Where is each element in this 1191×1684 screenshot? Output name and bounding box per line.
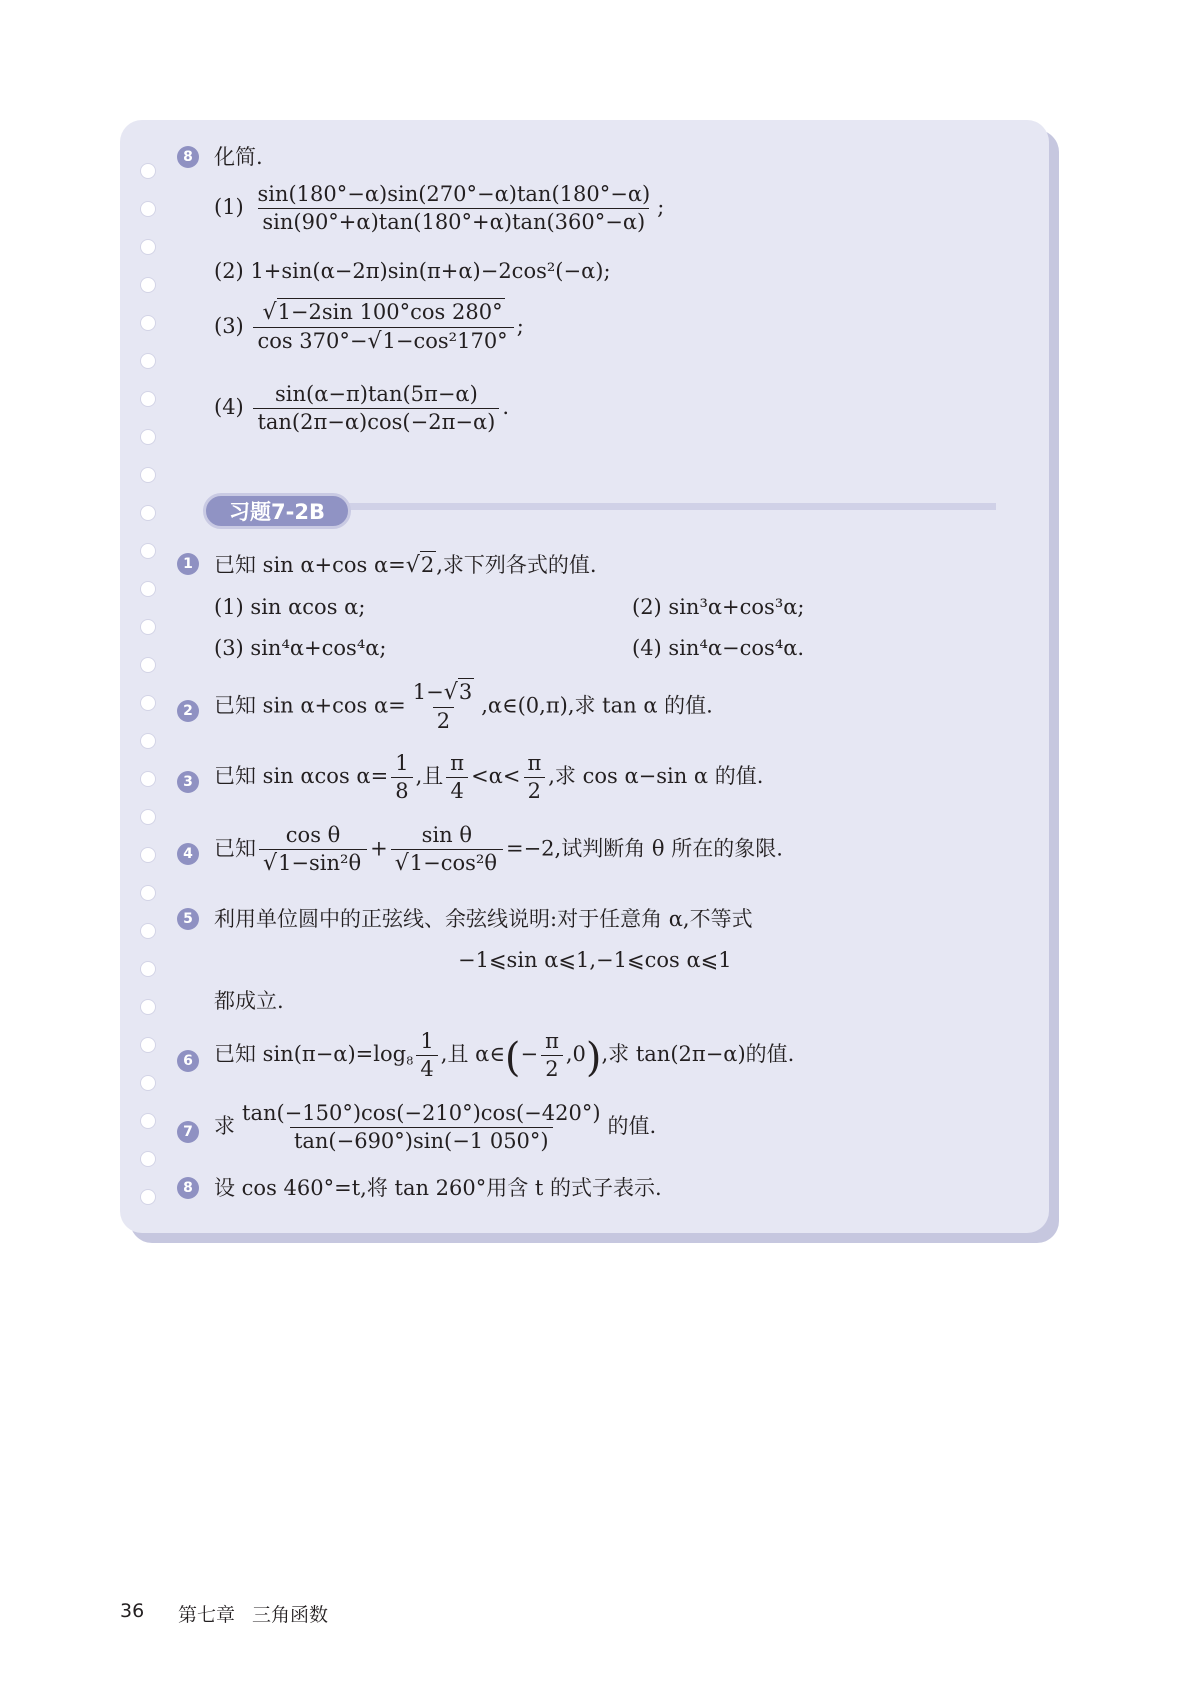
binder-hole (140, 657, 156, 673)
prompt-text: 已知 sin α+cos α= (214, 553, 406, 577)
left-paren: ( (504, 1034, 521, 1081)
end-punct: ; (516, 314, 524, 339)
binder-hole (140, 353, 156, 369)
fraction-denominator: 2 (524, 777, 545, 802)
fraction (391, 825, 503, 875)
end-punct: . (502, 395, 510, 419)
binder-hole (140, 391, 156, 407)
fraction (253, 184, 654, 233)
fraction-denominator: tan(2π−α)cos(−2π−α) (253, 408, 499, 433)
fraction-denominator: 8 (391, 777, 412, 802)
binder-hole (140, 923, 156, 939)
fraction-numerator: tan(−150°)cos(−210°)cos(−420°) (242, 1101, 601, 1125)
radical-sign: √ (263, 851, 278, 876)
fraction-denominator: 4 (416, 1055, 437, 1080)
question-number-badge: 2 (177, 700, 199, 722)
binder-hole (140, 1075, 156, 1091)
prompt-text: ,求 cos α−sin α 的值. (548, 764, 764, 788)
fraction (391, 753, 412, 802)
chapter-title: 三角函数 (252, 1604, 329, 1626)
denominator-text: cos 370°− (257, 329, 368, 354)
question-prompt (214, 1031, 794, 1080)
fraction-numerator: sin(180°−α)sin(270°−α)tan(180°−α) (257, 182, 651, 206)
operator: + (370, 836, 388, 861)
question-prompt (214, 1103, 656, 1152)
sub-question-3: (3) sin⁴α+cos⁴α; (214, 636, 387, 660)
binder-hole (140, 277, 156, 293)
fraction-numerator: π (450, 751, 465, 775)
question-prompt (214, 682, 713, 732)
prompt-text: ,且 (415, 764, 444, 788)
sub-question-3 (214, 302, 524, 353)
fraction-numerator: cos θ (285, 823, 341, 847)
question-number-badge: 5 (177, 908, 199, 930)
fraction (416, 1031, 437, 1080)
binder-hole (140, 771, 156, 787)
fraction-denominator: tan(−690°)sin(−1 050°) (290, 1127, 553, 1152)
binder-hole (140, 961, 156, 977)
binder-hole (140, 201, 156, 217)
radicand: 1−cos²θ (409, 851, 497, 875)
radical-sign: √ (394, 851, 409, 876)
question-conclusion: 都成立. (214, 989, 284, 1013)
fraction-denominator: 4 (446, 777, 467, 802)
sub-label: (4) (214, 395, 244, 419)
sub-label: (1) (214, 195, 244, 219)
fraction-numerator: 1 (395, 751, 409, 775)
end-punct: ; (657, 195, 665, 219)
binder-hole (140, 505, 156, 521)
question-number-badge: 7 (177, 1121, 199, 1143)
binder-hole (140, 695, 156, 711)
prompt-text: ,且 α∈ (440, 1042, 505, 1066)
section-title: 习题7-2B (203, 493, 351, 529)
question-number-badge: 3 (177, 771, 199, 793)
fraction (409, 682, 478, 732)
question-number-badge: 6 (177, 1050, 199, 1072)
fraction-denominator (391, 849, 503, 875)
question-prompt (214, 555, 597, 577)
radical-sign: √ (262, 300, 277, 325)
fraction-numerator (409, 682, 478, 707)
fraction-denominator: 2 (433, 707, 454, 732)
sub-label: (3) (214, 314, 244, 339)
radicand: 1−2sin 100°cos 280° (277, 300, 503, 324)
fraction (446, 753, 468, 802)
expression: 1+sin(α−2π)sin(π+α)−2cos²(−α); (250, 259, 611, 283)
question-prompt: 利用单位圆中的正弦线、余弦线说明:对于任意角 α,不等式 (214, 907, 753, 931)
radical-sign: √ (367, 329, 382, 355)
radicand: 3 (458, 680, 473, 704)
binder-hole (140, 1113, 156, 1129)
radicand: 2 (420, 553, 435, 577)
sub-question-2 (214, 261, 611, 282)
binder-hole (140, 847, 156, 863)
question-number-badge: 4 (177, 843, 199, 865)
question-number-badge: 1 (177, 553, 199, 575)
binder-hole (140, 543, 156, 559)
prompt-text: ,求下列各式的值. (436, 553, 597, 577)
binder-hole (140, 239, 156, 255)
question-number-badge: 8 (177, 1177, 199, 1199)
sub-question-1 (214, 184, 664, 233)
fraction (238, 1103, 605, 1152)
fraction-denominator: 2 (541, 1055, 562, 1080)
binder-hole (140, 885, 156, 901)
prompt-text: ,α∈(0,π),求 tan α 的值. (481, 693, 713, 718)
sub-question-4 (214, 384, 509, 433)
fraction-numerator: π (527, 751, 542, 775)
prompt-text: 已知 sin(π−α)=log (214, 1042, 407, 1066)
radicand: 1−sin²θ (278, 851, 362, 875)
fraction-denominator: sin(90°+α)tan(180°+α)tan(360°−α) (258, 208, 649, 233)
question-prompt: 化简. (214, 145, 263, 169)
prompt-text: 已知 sin α+cos α= (214, 693, 406, 718)
fraction-denominator (253, 327, 513, 353)
question-prompt (214, 825, 783, 875)
question-prompt (214, 753, 763, 802)
binder-hole (140, 315, 156, 331)
binder-hole (140, 1151, 156, 1167)
binder-hole (140, 581, 156, 597)
prompt-text: 已知 sin αcos α= (214, 764, 389, 788)
question-number-badge: 8 (177, 146, 199, 168)
prompt-text: 已知 (214, 836, 256, 861)
inequality-display: −1⩽sin α⩽1,−1⩽cos α⩽1 (458, 948, 732, 972)
binder-hole (140, 163, 156, 179)
sub-label: (2) (214, 259, 244, 283)
fraction (541, 1031, 563, 1080)
fraction (253, 302, 513, 353)
section-divider (320, 503, 996, 510)
binder-hole (140, 999, 156, 1015)
fraction-numerator: sin θ (421, 823, 473, 847)
fraction-numerator: π (545, 1029, 559, 1053)
fraction (259, 825, 367, 875)
numerator-text: 1− (412, 680, 444, 704)
interval-end: ,0 (565, 1042, 586, 1066)
binder-hole (140, 429, 156, 445)
chapter-label: 第七章 (178, 1604, 236, 1626)
fraction-numerator (259, 302, 509, 327)
binder-hole (140, 733, 156, 749)
binder-hole (140, 1189, 156, 1205)
fraction-denominator (259, 849, 367, 875)
fraction (523, 753, 545, 802)
fraction-numerator: 1 (420, 1029, 434, 1053)
radicand: 1−cos²170° (382, 329, 508, 354)
binder-hole (140, 619, 156, 635)
fraction-numerator: sin(α−π)tan(5π−α) (275, 382, 478, 406)
log-base: 8 (406, 1053, 414, 1068)
radical-sign: √ (405, 553, 420, 578)
operator: − (520, 1042, 539, 1066)
binder-hole (140, 1037, 156, 1053)
binder-hole (140, 809, 156, 825)
sub-question-4: (4) sin⁴α−cos⁴α. (632, 636, 805, 660)
binder-hole (140, 467, 156, 483)
prompt-text: 求 (214, 1114, 235, 1138)
right-paren: ) (585, 1034, 602, 1081)
fraction (253, 384, 499, 433)
question-prompt: 设 cos 460°=t,将 tan 260°用含 t 的式子表示. (214, 1176, 662, 1200)
prompt-text: =−2,试判断角 θ 所在的象限. (505, 836, 783, 861)
sub-question-2: (2) sin³α+cos³α; (632, 595, 805, 619)
prompt-text: ,求 tan(2π−α)的值. (601, 1042, 795, 1066)
inequality-text: <α< (471, 764, 521, 788)
prompt-text: 的值. (607, 1114, 657, 1138)
sub-question-1: (1) sin αcos α; (214, 595, 366, 619)
page-number: 36 (120, 1600, 145, 1622)
radical-sign: √ (443, 680, 458, 705)
